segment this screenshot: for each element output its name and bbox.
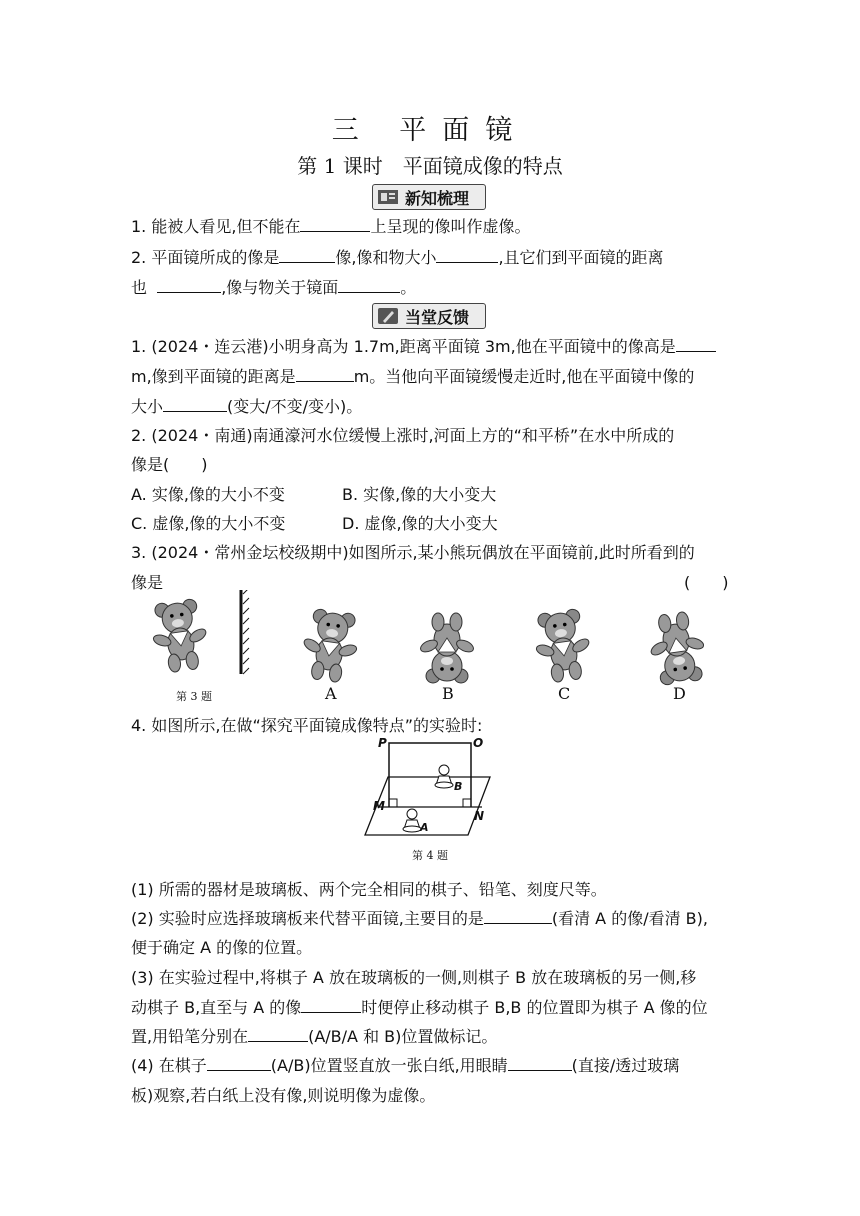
feedback-q4-line1: 4. 如图所示,在做“探究平面镜成像特点”的实验时: (131, 716, 483, 735)
answer-paren: ( ) (684, 573, 729, 592)
feedback-q3-line1: 3. (2024・常州金坛校级期中)如图所示,某小熊玩偶放在平面镜前,此时所看到的 (131, 543, 695, 562)
feedback-q3-line2: 像是 (131, 573, 164, 592)
q4-part2-line1: (2) 实验时应选择玻璃板来代替平面镜,主要目的是 (看清 A 的像/看清 B), (131, 909, 708, 928)
feedback-q2-line2: 像是( ) (131, 455, 208, 474)
glass-plate (389, 743, 471, 807)
option-d: D. 虚像,像的大小变大 (342, 514, 498, 533)
label-a: A (420, 821, 429, 834)
bear-original-image (147, 597, 213, 674)
chess-piece-a (403, 809, 421, 832)
label-m: M (373, 799, 385, 813)
q3-figure-caption: 第 3 题 (176, 690, 212, 703)
label-o: O (473, 736, 484, 750)
label-n: N (474, 809, 485, 823)
q4-part3-line2: 动棋子 B,直至与 A 的像 时便停止移动棋子 B,B 的位置即为棋子 A 像的位 (131, 998, 708, 1017)
section-banner-feedback (372, 303, 486, 329)
q4-part3-line1: (3) 在实验过程中,将棋子 A 放在玻璃板的一侧,则棋子 B 放在玻璃板的另一侧,移 (131, 968, 697, 987)
knowledge-q2: 2. 平面镜所成的像是 像,像和物大小 ,且它们到平面镜的距离 (131, 248, 664, 267)
bear-option-d-image (644, 609, 710, 686)
option-b: B. 实像,像的大小变大 (342, 485, 497, 504)
bear-option-c-image (530, 607, 596, 684)
option-a: A. 实像,像的大小不变 (131, 485, 285, 504)
q3-label-a: A (325, 684, 337, 703)
mirror-hatch (243, 590, 249, 674)
feedback-q1-line1: 1. (2024・连云港)小明身高为 1.7m,距离平面镜 3m,他在平面镜中的像高是 (131, 334, 716, 357)
knowledge-q2-cont: 也 ,像与物关于镜面 。 (131, 278, 417, 297)
section-label: 当堂反馈 (405, 307, 470, 327)
label-b: B (454, 780, 463, 793)
q3-label-c: C (558, 684, 571, 703)
q3-label-d: D (673, 684, 686, 703)
bear-option-a-image (297, 607, 363, 684)
feedback-q2-line1: 2. (2024・南通)南通濠河水位缓慢上涨时,河面上方的“和平桥”在水中所成的 (131, 426, 675, 445)
q4-part4-line1: (4) 在棋子 (A/B)位置竖直放一张白纸,用眼睛 (直接/透过玻璃 (131, 1056, 680, 1075)
feedback-q1-line3: 大小 (变大/不变/变小)。 (131, 397, 363, 416)
section-banner-new-knowledge (372, 184, 486, 210)
q3-label-b: B (442, 684, 454, 703)
knowledge-q1: 1. 能被人看见,但不能在 上呈现的像叫作虚像。 (131, 217, 531, 236)
pen-icon (377, 307, 399, 325)
label-p: P (378, 736, 387, 750)
q4-part3-line3: 置,用铅笔分别在 (A/B/A 和 B)位置做标记。 (131, 1027, 498, 1046)
feedback-q1-line2: m,像到平面镜的距离是 m。当他向平面镜缓慢走近时,他在平面镜中像的 (131, 367, 695, 386)
section-label: 新知梳理 (405, 188, 470, 208)
q4-figure (360, 735, 500, 847)
bear-option-b-image (419, 613, 476, 683)
option-c: C. 虚像,像的大小不变 (131, 514, 286, 533)
q4-part2-line2: 便于确定 A 的像的位置。 (131, 938, 313, 957)
q3-figure (140, 590, 740, 700)
book-icon (377, 188, 399, 206)
q4-part1: (1) 所需的器材是玻璃板、两个完全相同的棋子、铅笔、刻度尺等。 (131, 880, 607, 899)
page-title: 三 平面镜 (331, 115, 529, 146)
q4-figure-caption: 第 4 题 (412, 849, 448, 862)
q4-part4-line2: 板)观察,若白纸上没有像,则说明像为虚像。 (131, 1086, 436, 1105)
page-subtitle: 第 1 课时 平面镜成像的特点 (297, 154, 563, 178)
